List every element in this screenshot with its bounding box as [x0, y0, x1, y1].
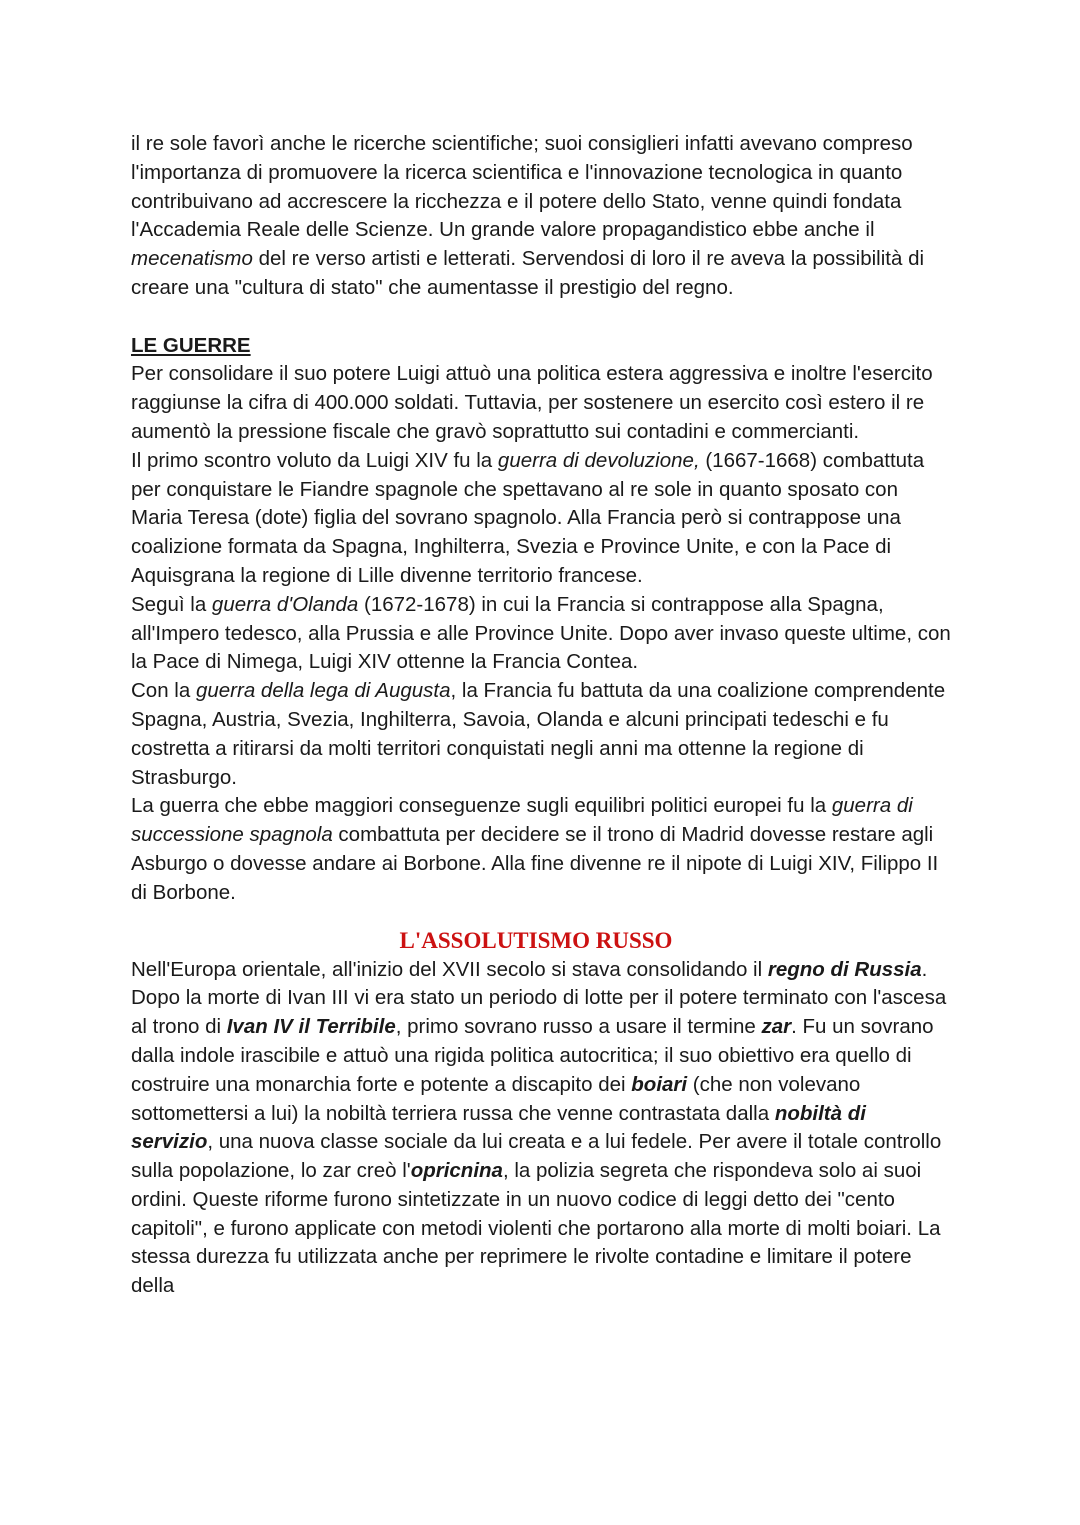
text-run: , primo sovrano russo a usare il termine — [395, 1015, 762, 1039]
paragraph-science-patronage — [131, 130, 951, 303]
paragraph-gap — [131, 908, 951, 914]
text-run: il re sole favorì anche le ricerche scientifiche; suoi consiglieri infatti avevano compreso l'importanza di promuovere la ricerca scientifica e l'innovazione tecnologica in quanto contribuivano ad accrescere la ricchezza e il potere dello Stato, venne quindi fondata l'Accademia Reale delle Scienze. Un grande valore propagandistico ebbe anche il — [131, 132, 913, 242]
text-run: del re verso artisti e letterati. Servendosi di loro il re aveva la possibilità di creare una "cultura di stato" che aumentasse il prestigio del regno. — [131, 247, 925, 299]
paragraph-augsburg-war — [131, 677, 951, 792]
italic-term: guerra d'Olanda — [211, 592, 359, 616]
text-run: Il primo scontro voluto da Luigi XIV fu la — [131, 448, 498, 472]
bold-italic-term: regno di Russia — [767, 957, 922, 981]
document-page — [131, 130, 951, 1301]
text-run: , la Francia fu battuta da una coalizione comprendente Spagna, Austria, Svezia, Inghilterra, Savoia, Olanda e alcuni principati tedeschi e fu costretta a ritirarsi da molti territori conquistati negli anni ma ottenne la regione di Strasburgo. — [131, 679, 946, 789]
text-run: , una nuova classe sociale da lui creata e a lui fedele. Per avere il totale controllo sulla popolazione, lo zar creò l' — [131, 1130, 942, 1183]
bold-italic-term: nobiltà di servizio — [131, 1101, 866, 1154]
bold-italic-term: Ivan IV il Terribile — [226, 1015, 396, 1039]
section-heading-wars: LE GUERRE — [131, 333, 251, 357]
bold-italic-term: boiari — [631, 1072, 688, 1096]
text-run: (1667-1668) combattuta per conquistare le Fiandre spagnole che spettavano al re sole in quanto sposato con Maria Teresa (dote) figlia del sovrano spagnolo. Alla Francia però si contrappose una coalizione formata da Spagna, Inghilterra, Svezia e Province Unite, e con la Pace di Aquisgrana la regione di Lille divenne territorio francese. — [131, 448, 925, 587]
text-run: La guerra che ebbe maggiori conseguenze sugli equilibri politici europei fu la — [131, 794, 832, 818]
text-run: (1672-1678) in cui la Francia si contrappose alla Spagna, all'Impero tedesco, alla Prussia e alle Province Unite. Dopo aver invaso queste ultime, con la Pace di Nimega, Luigi XIV ottenne la Francia Contea. — [131, 592, 951, 674]
text-run: Seguì la — [131, 592, 212, 616]
section-title-russian-absolutism: L'ASSOLUTISMO RUSSO — [399, 927, 673, 953]
paragraph-devolution-war — [131, 447, 951, 591]
text-run: combattuta per decidere se il trono di Madrid dovesse restare agli Asburgo o dovesse andare ai Borbone. Alla fine divenne re il nipote di Luigi XIV, Filippo II di Borbone. — [131, 823, 939, 904]
italic-term: guerra di devoluzione, — [497, 448, 700, 472]
paragraph-spanish-succession — [131, 792, 951, 907]
bold-italic-term: zar — [761, 1015, 792, 1039]
paragraph-gap — [131, 303, 951, 332]
paragraph-russia — [131, 956, 951, 1302]
text-run: , la polizia segreta che rispondeva solo ai suoi ordini. Queste riforme furono sintetizzate in un nuovo codice di leggi detto dei "cento capitoli", e furono applicate con metodi violenti che portarono alla morte di molti boiari. La stessa durezza fu utilizzata anche per reprimere le rivolte contadine e limitare il potere della — [131, 1159, 941, 1298]
paragraph-army: Per consolidare il suo potere Luigi attuò una politica estera aggressiva e inoltre l'esercito raggiunse la cifra di 400.000 soldati. Tuttavia, per sostenere un esercito così estero il re aumentò la pressione fiscale che gravò soprattutto sui contadini e commercianti. — [131, 362, 933, 443]
paragraph-dutch-war — [131, 591, 951, 677]
text-run: . Fu un sovrano dalla indole irascibile e attuò una rigida politica autocritica; il suo obiettivo era quello di costruire una monarchia forte e potente a discapito dei — [131, 1015, 934, 1096]
italic-term: guerra di successione spagnola — [131, 794, 913, 847]
text-run: . Dopo la morte di Ivan III vi era stato un periodo di lotte per il potere terminato con l'ascesa al trono di — [131, 957, 947, 1039]
text-run: Con la — [131, 679, 196, 703]
text-run: Nell'Europa orientale, all'inizio del XVII secolo si stava consolidando il — [131, 957, 768, 981]
italic-term: mecenatismo — [131, 247, 253, 271]
text-run: (che non volevano sottomettersi a lui) la nobiltà terriera russa che venne contrastata dalla — [131, 1072, 861, 1125]
italic-term: guerra della lega di Augusta — [195, 679, 451, 703]
bold-italic-term: opricnina — [410, 1159, 503, 1183]
